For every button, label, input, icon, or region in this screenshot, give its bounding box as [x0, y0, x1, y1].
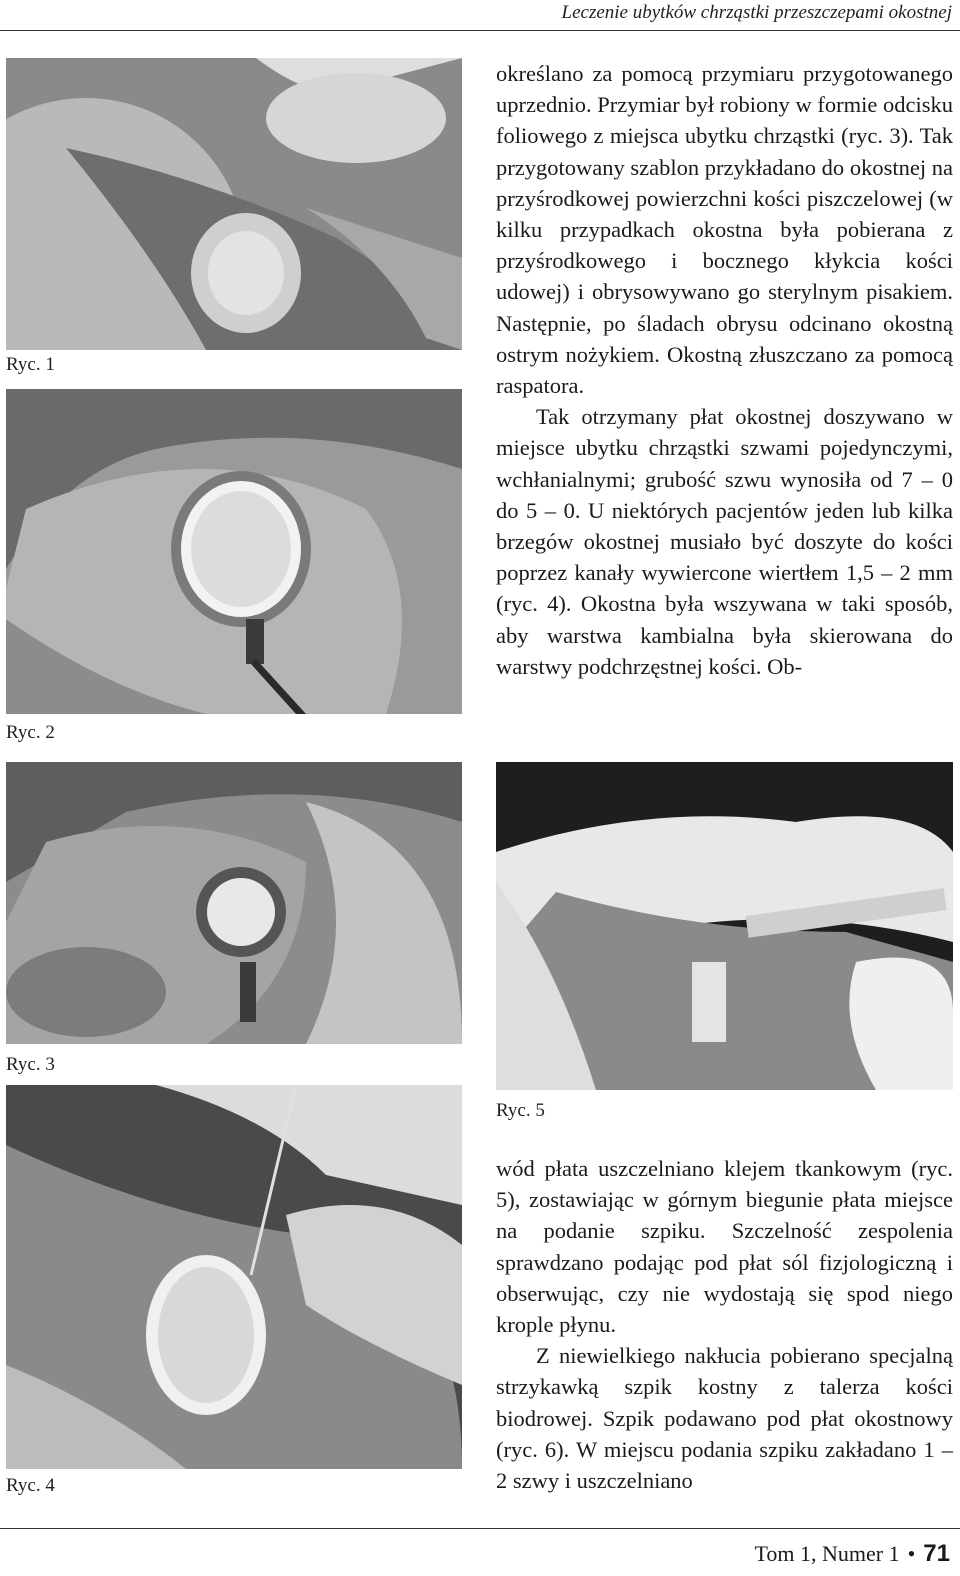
- figure-ryc4-caption: Ryc. 4: [6, 1475, 55, 1496]
- paragraph-4: Z niewielkiego nakłucia pobierano specjalną strzykawką szpik kostny z talerza kości biodrowej. Szpik podawano pod płat okostnowy (ryc. 6). W miejscu podania szpiku zakładano 1 – 2 szwy i uszczelniano: [496, 1343, 953, 1494]
- volume-label: Tom 1, Numer 1: [754, 1541, 900, 1566]
- figure-ryc3-photo: [6, 762, 462, 1044]
- figure-ryc5-caption: Ryc. 5: [496, 1100, 545, 1121]
- paragraph-1: określano za pomocą przymiaru przygotowanego uprzednio. Przymiar był robiony w formie odcisku foliowego z miejsca ubytku chrząstki (ryc. 3). Tak przygotowany szablon przykładano do okostnej na przyśrodkowej powierzchni kości piszczelowej (w kilku przypadkach okostna była pobierana z przyśrodkowego i bocznego kłykcia kości udowej) i obrysowywano go sterylnym pisakiem. Następnie, po śladach obrysu odcinano okostną ostrym nożykiem. Okostną złuszczano za pomocą raspatora.: [496, 61, 953, 399]
- page-footer: [754, 1540, 950, 1568]
- surgical-photo-icon: [6, 1085, 462, 1469]
- text-column-lower: [496, 1153, 953, 1496]
- figure-ryc5-photo: [496, 762, 953, 1090]
- paragraph-3: wód płata uszczelniano klejem tkankowym (ryc. 5), zostawiając w górnym biegunie płata miejsce na podanie szpiku. Szczelność zespolenia sprawdzano podając pod płat sól fizjologiczną i obserwując, czy nie wydostają się spod niego krople płynu.: [496, 1156, 953, 1338]
- header-rule: [0, 30, 960, 31]
- surgical-photo-icon: [6, 58, 462, 350]
- surgical-photo-icon: [6, 389, 462, 714]
- figure-ryc4-photo: [6, 1085, 462, 1469]
- surgical-photo-icon: [6, 762, 462, 1044]
- figure-ryc1-photo: [6, 58, 462, 350]
- bullet-icon: •: [907, 1541, 916, 1566]
- figure-ryc3-caption: Ryc. 3: [6, 1054, 55, 1075]
- surgical-photo-icon: [496, 762, 953, 1090]
- footer-rule: [0, 1528, 960, 1529]
- text-column-upper: [496, 58, 953, 682]
- paragraph-2: Tak otrzymany płat okostnej doszywano w miejsce ubytku chrząstki szwami pojedynczymi, wchłanialnymi; grubość szwu wynosiła od 7 – 0 do 5 – 0. U niektórych pacjentów jeden lub kilka brzegów okostnej musiało być doszyte do kości poprzez kanały wywiercone wiertłem 1,5 – 2 mm (ryc. 4). Okostna była wszywana w taki sposób, aby warstwa kambialna była skierowana do warstwy podchrzęstnej kości. Ob-: [496, 404, 953, 679]
- figure-ryc2-caption: Ryc. 2: [6, 722, 55, 743]
- running-title: Leczenie ubytków chrząstki przeszczepami okostnej: [561, 2, 952, 23]
- figure-ryc2-photo: [6, 389, 462, 714]
- page-number: 71: [923, 1540, 950, 1567]
- figure-ryc1-caption: Ryc. 1: [6, 354, 55, 375]
